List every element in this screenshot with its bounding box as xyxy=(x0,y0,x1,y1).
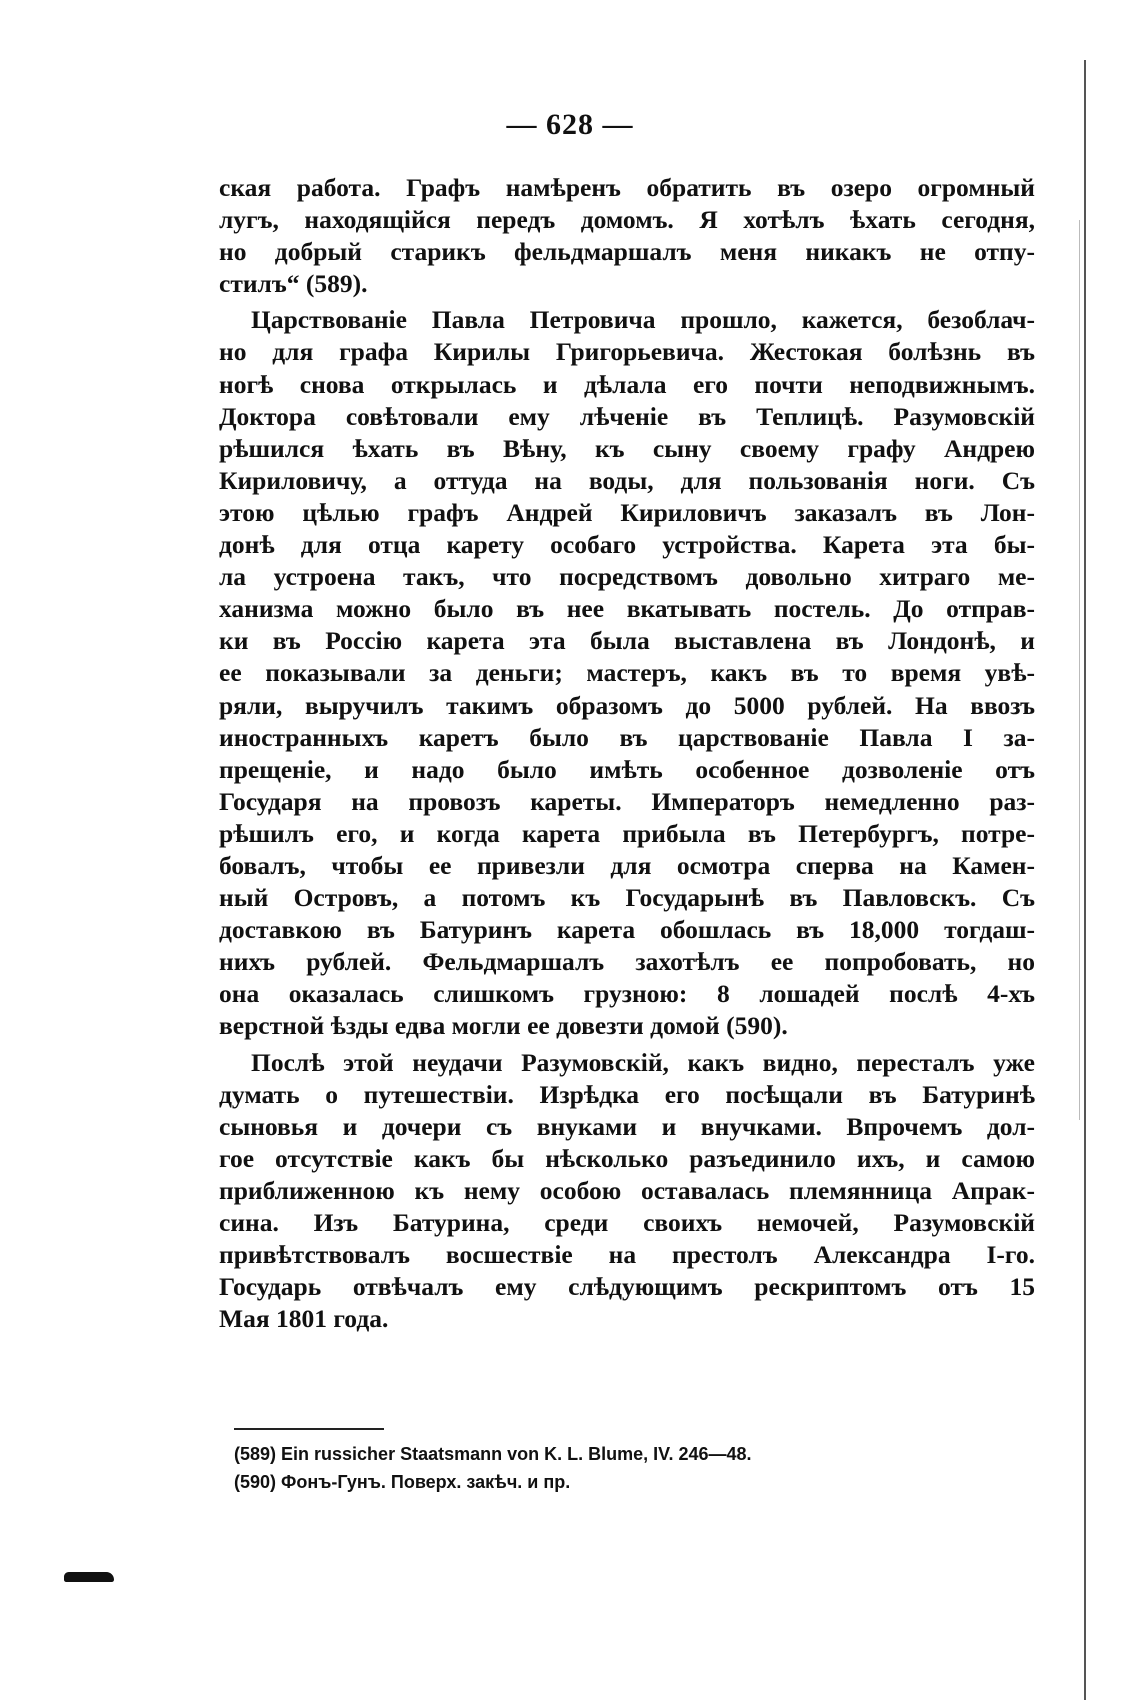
ink-smudge-mark xyxy=(64,1572,114,1582)
text-line: но для графа Кирилы Григорьевича. Жестокая болѣзнь въ xyxy=(219,337,1035,367)
text-line: стилъ“ (589). xyxy=(219,269,368,299)
paragraph-1 xyxy=(219,172,1035,300)
page-number: — 628 — xyxy=(506,108,634,141)
text-line: ее показывали за деньги; мастеръ, какъ въ то время увѣ- xyxy=(219,658,1035,688)
text-line: бовалъ, чтобы ее привезли для осмотра сперва на Камен- xyxy=(219,850,1035,880)
text-line: гое отсутствіе какъ бы нѣсколько разъединило ихъ, и самою xyxy=(219,1143,1035,1173)
footnotes xyxy=(234,1440,994,1496)
text-line: ки въ Россію карета эта была выставлена въ Лондонѣ, и xyxy=(219,626,1035,656)
text-line: Кириловичу, а оттуда на воды, для пользованія ноги. Съ xyxy=(219,465,1035,495)
text-line: приближенною къ нему особою оставалась племянница Апрак- xyxy=(219,1175,1035,1205)
page-edge-line xyxy=(1084,60,1086,1700)
text-line: Государя на провозъ кареты. Императоръ немедленно раз- xyxy=(219,786,1035,816)
text-line: Государь отвѣчалъ ему слѣдующимъ рескриптомъ отъ 15 xyxy=(219,1272,1035,1302)
body-text xyxy=(219,172,1035,1339)
text-line: ская работа. Графъ намѣренъ обратить въ озеро огромный xyxy=(219,173,1035,202)
text-line: Послѣ этой неудачи Разумовскій, какъ видно, пересталъ уже xyxy=(251,1047,1035,1077)
text-line: ряли, выручилъ такимъ образомъ до 5000 рублей. На ввозъ xyxy=(219,690,1035,720)
text-line: донѣ для отца карету особаго устройства. Карета эта бы- xyxy=(219,530,1035,560)
text-line: лугъ, находящійся передъ домомъ. Я хотѣлъ ѣхать сегодня, xyxy=(219,205,1035,235)
text-line: рѣшился ѣхать въ Вѣну, къ сыну своему графу Андрею xyxy=(219,433,1035,463)
text-line: привѣтствовалъ восшествіе на престолъ Александра I-го. xyxy=(219,1240,1035,1270)
text-line: Доктора совѣтовали ему лѣченіе въ Теплицѣ. Разумовскій xyxy=(219,401,1035,431)
text-line: рѣшилъ его, и когда карета прибыла въ Петербургъ, потре- xyxy=(219,818,1035,848)
paragraph-2 xyxy=(219,304,1035,1042)
text-line: этою цѣлью графъ Андрей Кириловичъ заказалъ въ Лон- xyxy=(219,497,1035,527)
page-edge-shadow xyxy=(1079,220,1080,1120)
text-line: ханизма можно было въ нее вкатывать постель. До отправ- xyxy=(219,594,1035,624)
footnote-589: (589) Ein russicher Staatsmann von K. L. Blume, IV. 246—48. xyxy=(234,1444,752,1464)
text-line: ногѣ снова открылась и дѣлала его почти неподвижнымъ. xyxy=(219,369,1035,399)
text-line: нихъ рублей. Фельдмаршалъ захотѣлъ ее попробовать, но xyxy=(219,947,1035,977)
text-line: верстной ѣзды едва могли ее довезти домой (590). xyxy=(219,1011,788,1041)
text-line: прещеніе, и надо было имѣть особенное дозволеніе отъ xyxy=(219,754,1035,784)
text-line: но добрый старикъ фельдмаршалъ меня никакъ не отпу- xyxy=(219,237,1035,267)
footnote-divider xyxy=(234,1428,384,1430)
text-line: иностранныхъ каретъ было въ царствованіе Павла I за- xyxy=(219,722,1035,752)
text-line: сина. Изъ Батурина, среди своихъ немочей, Разумовскій xyxy=(219,1208,1035,1237)
paragraph-3 xyxy=(219,1047,1035,1336)
text-line: думать о путешествіи. Изрѣдка его посѣщали въ Батуринѣ xyxy=(219,1079,1035,1109)
text-line: Мая 1801 года. xyxy=(219,1304,389,1334)
text-line: Царствованіе Павла Петровича прошло, кажется, безоблач- xyxy=(251,305,1035,335)
text-line: она оказалась слишкомъ грузною: 8 лошадей послѣ 4-хъ xyxy=(219,979,1035,1009)
footnote-590: (590) Фонъ-Гунъ. Поверх. закѣч. и пр. xyxy=(234,1472,571,1492)
text-line: ный Островъ, а потомъ къ Государынѣ въ Павловскъ. Съ xyxy=(219,883,1035,913)
text-line: сыновья и дочери съ внуками и внучками. Впрочемъ дол- xyxy=(219,1111,1035,1141)
text-line: ла устроена такъ, что посредствомъ довольно хитраго ме- xyxy=(219,562,1035,592)
text-line: доставкою въ Батуринъ карета обошлась въ 18,000 тогдаш- xyxy=(219,915,1035,945)
